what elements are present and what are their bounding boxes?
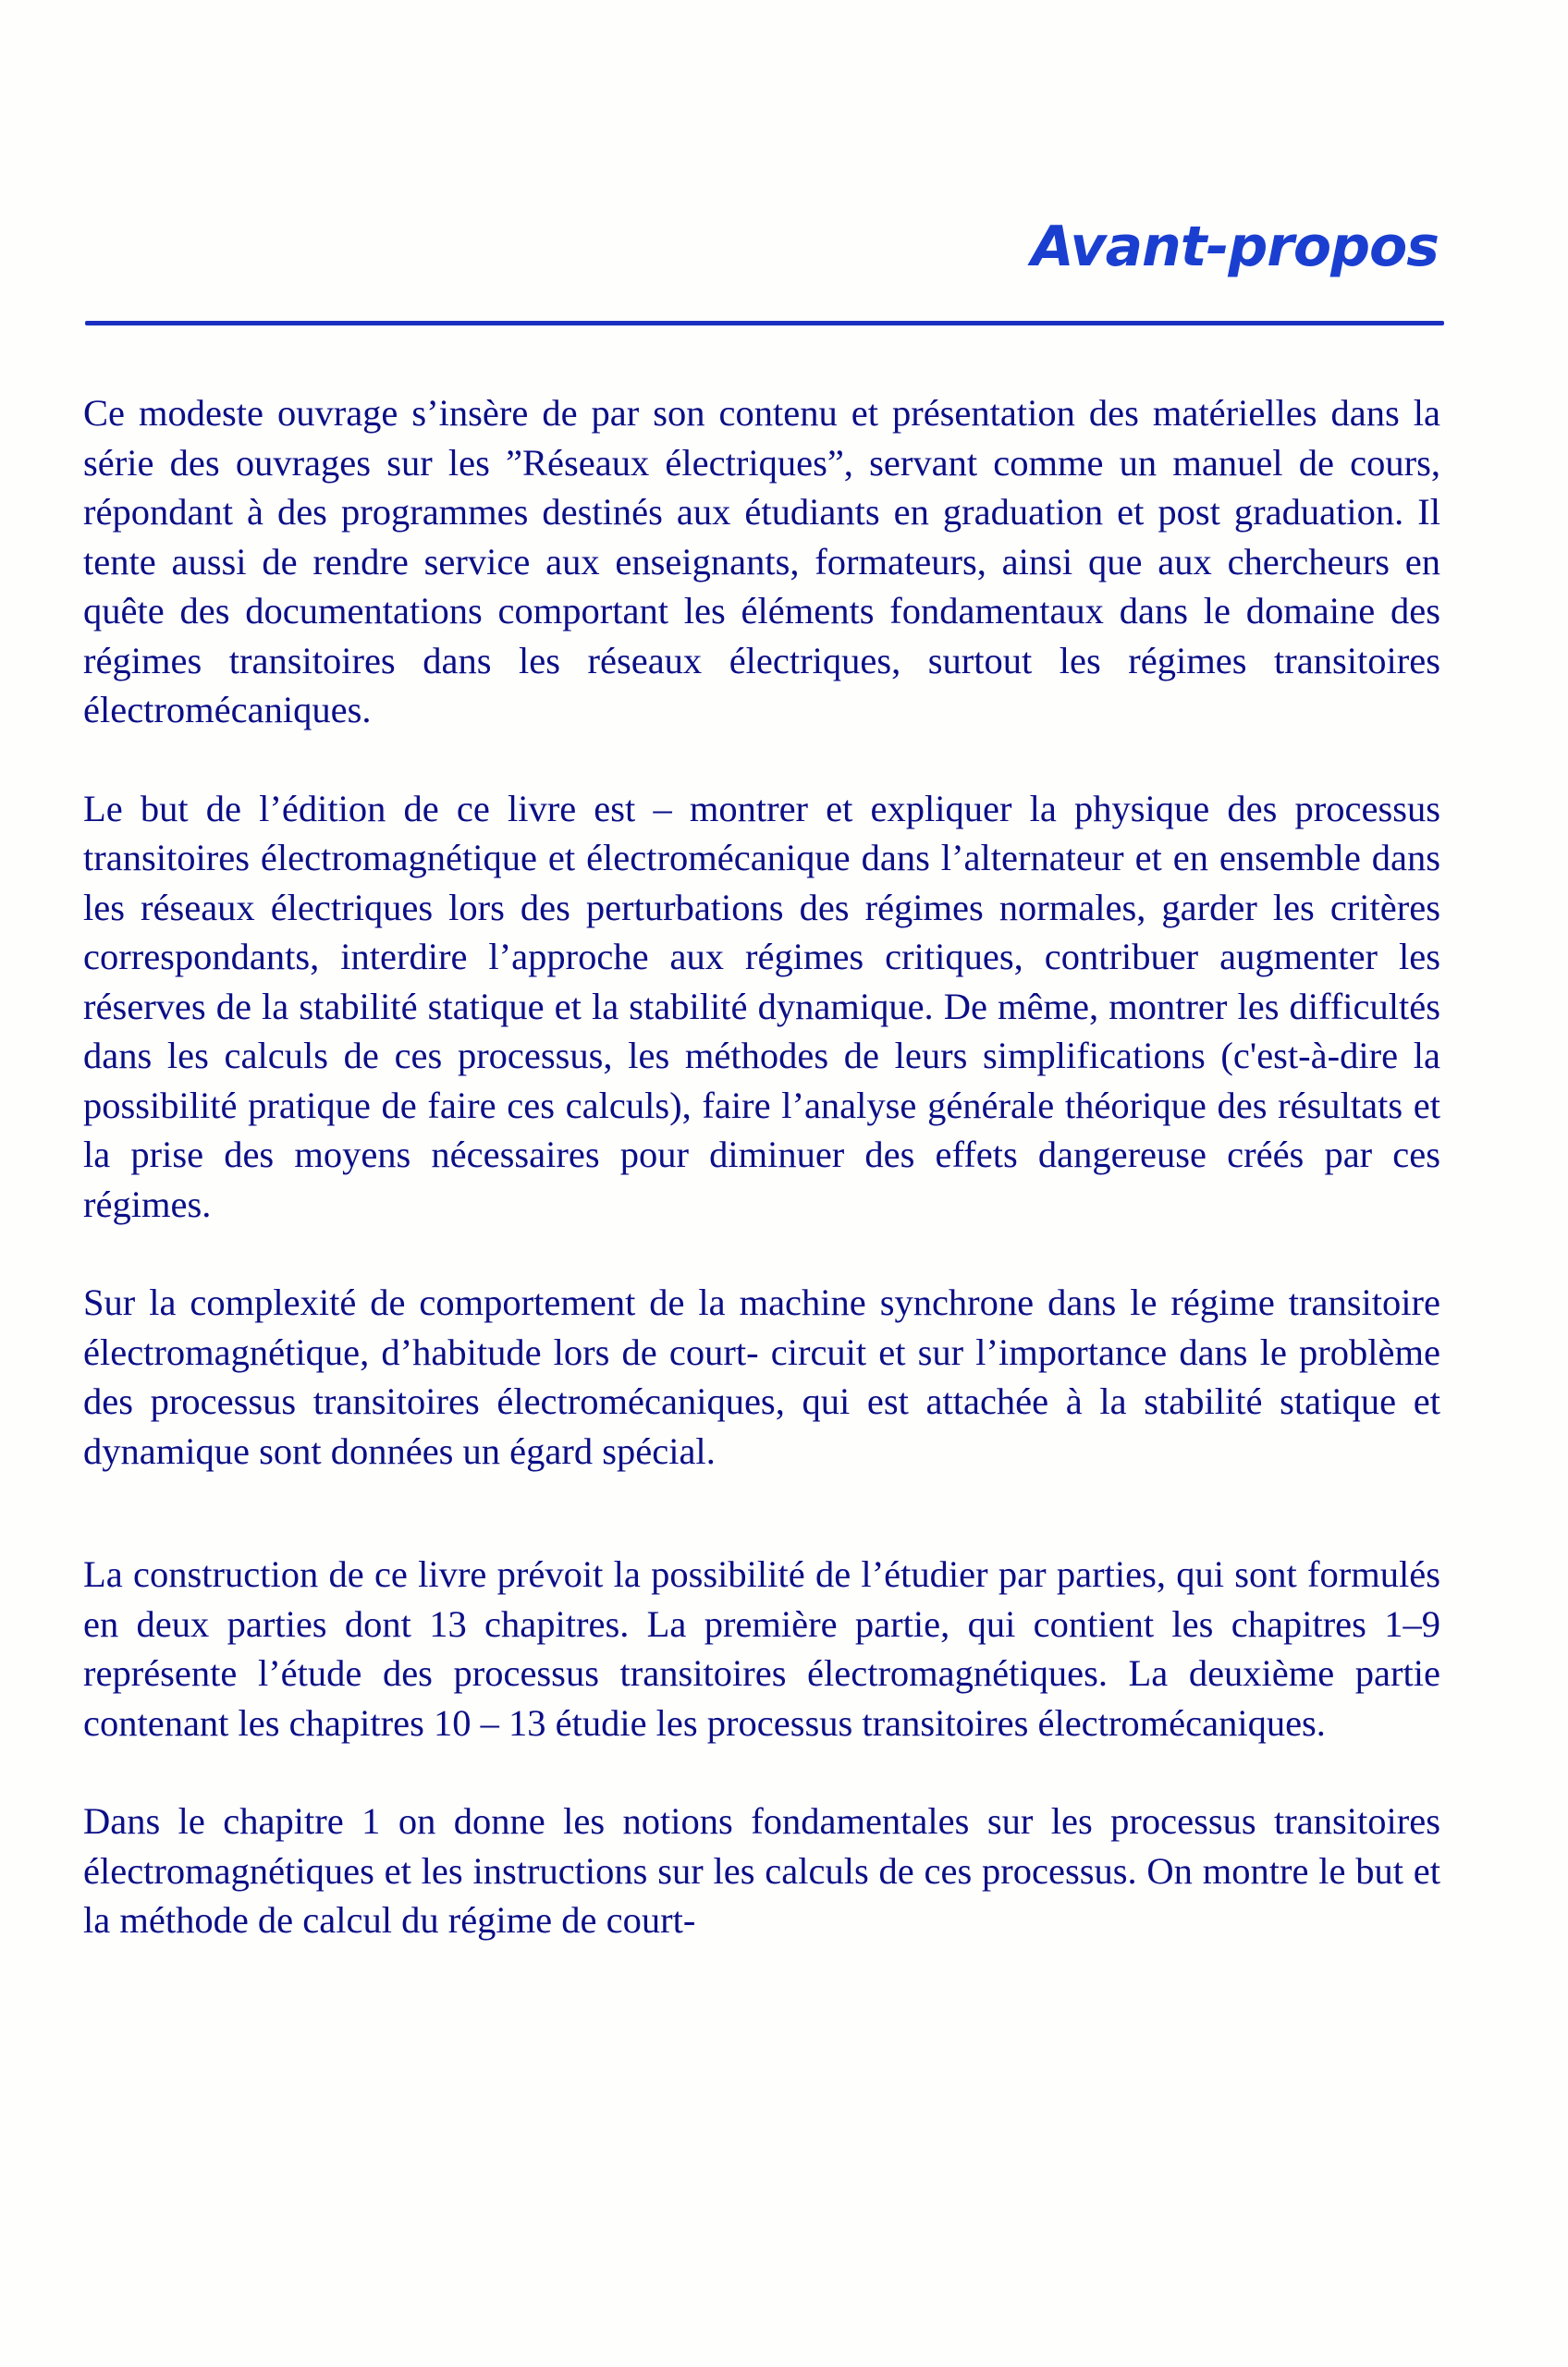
paragraph-intro: Ce modeste ouvrage s’insère de par son contenu et présentation des matérielles dans la série des ouvrages sur les ”Réseaux électriques”, servant comme un manuel de cours, répondant à des programmes destinés aux étudiants en graduation et post graduation. Il tente aussi de rendre service aux enseignants, formateurs, ainsi que aux chercheurs en quête des documentations comportant les éléments fondamentaux dans le domaine des régimes transitoires dans les réseaux électriques, surtout les régimes transitoires électromécaniques. bbox=[83, 392, 1440, 730]
paragraph-purpose: Le but de l’édition de ce livre est – montrer et expliquer la physique des processus transitoires électromagnétique et électromécanique dans l’alternateur et en ensemble dans les réseaux électriques lors des perturbations des régimes normales, garder les critères correspondants, interdire l’approche aux régimes critiques, contribuer augmenter les réserves de la stabilité statique et la stabilité dynamique. De même, montrer les difficultés dans les calculs de ces processus, les méthodes de leurs simplifications (c'est-à-dire la possibilité pratique de faire ces calculs), faire l’analyse générale théorique des résultats et la prise des moyens nécessaires pour diminuer des effets dangereuse créés par ces régimes. bbox=[83, 787, 1440, 1225]
page-title: Avant-propos bbox=[1031, 215, 1439, 279]
paragraph-synchronous-machine: Sur la complexité de comportement de la machine synchrone dans le régime transitoire électromagnétique, d’habitude lors de court- circuit et sur l’importance dans le problème des processus transitoires électromécaniques, qui est attachée à la stabilité statique et dynamique sont données un égard spécial. bbox=[83, 1282, 1440, 1472]
foreword-body bbox=[83, 388, 1440, 1945]
paragraph-book-structure: La construction de ce livre prévoit la possibilité de l’étudier par parties, qui sont formulés en deux parties dont 13 chapitres. La première partie, qui contient les chapitres 1–9 représente l’étude des processus transitoires électromagnétiques. La deuxième partie contenant les chapitres 10 – 13 étudie les processus transitoires électromécaniques. bbox=[83, 1553, 1440, 1744]
title-underline-divider bbox=[85, 321, 1444, 325]
paragraph-chapter-1: Dans le chapitre 1 on donne les notions fondamentales sur les processus transitoires électromagnétiques et les instructions sur les calculs de ces processus. On montre le but et la méthode de calcul du régime de court- bbox=[83, 1800, 1440, 1941]
